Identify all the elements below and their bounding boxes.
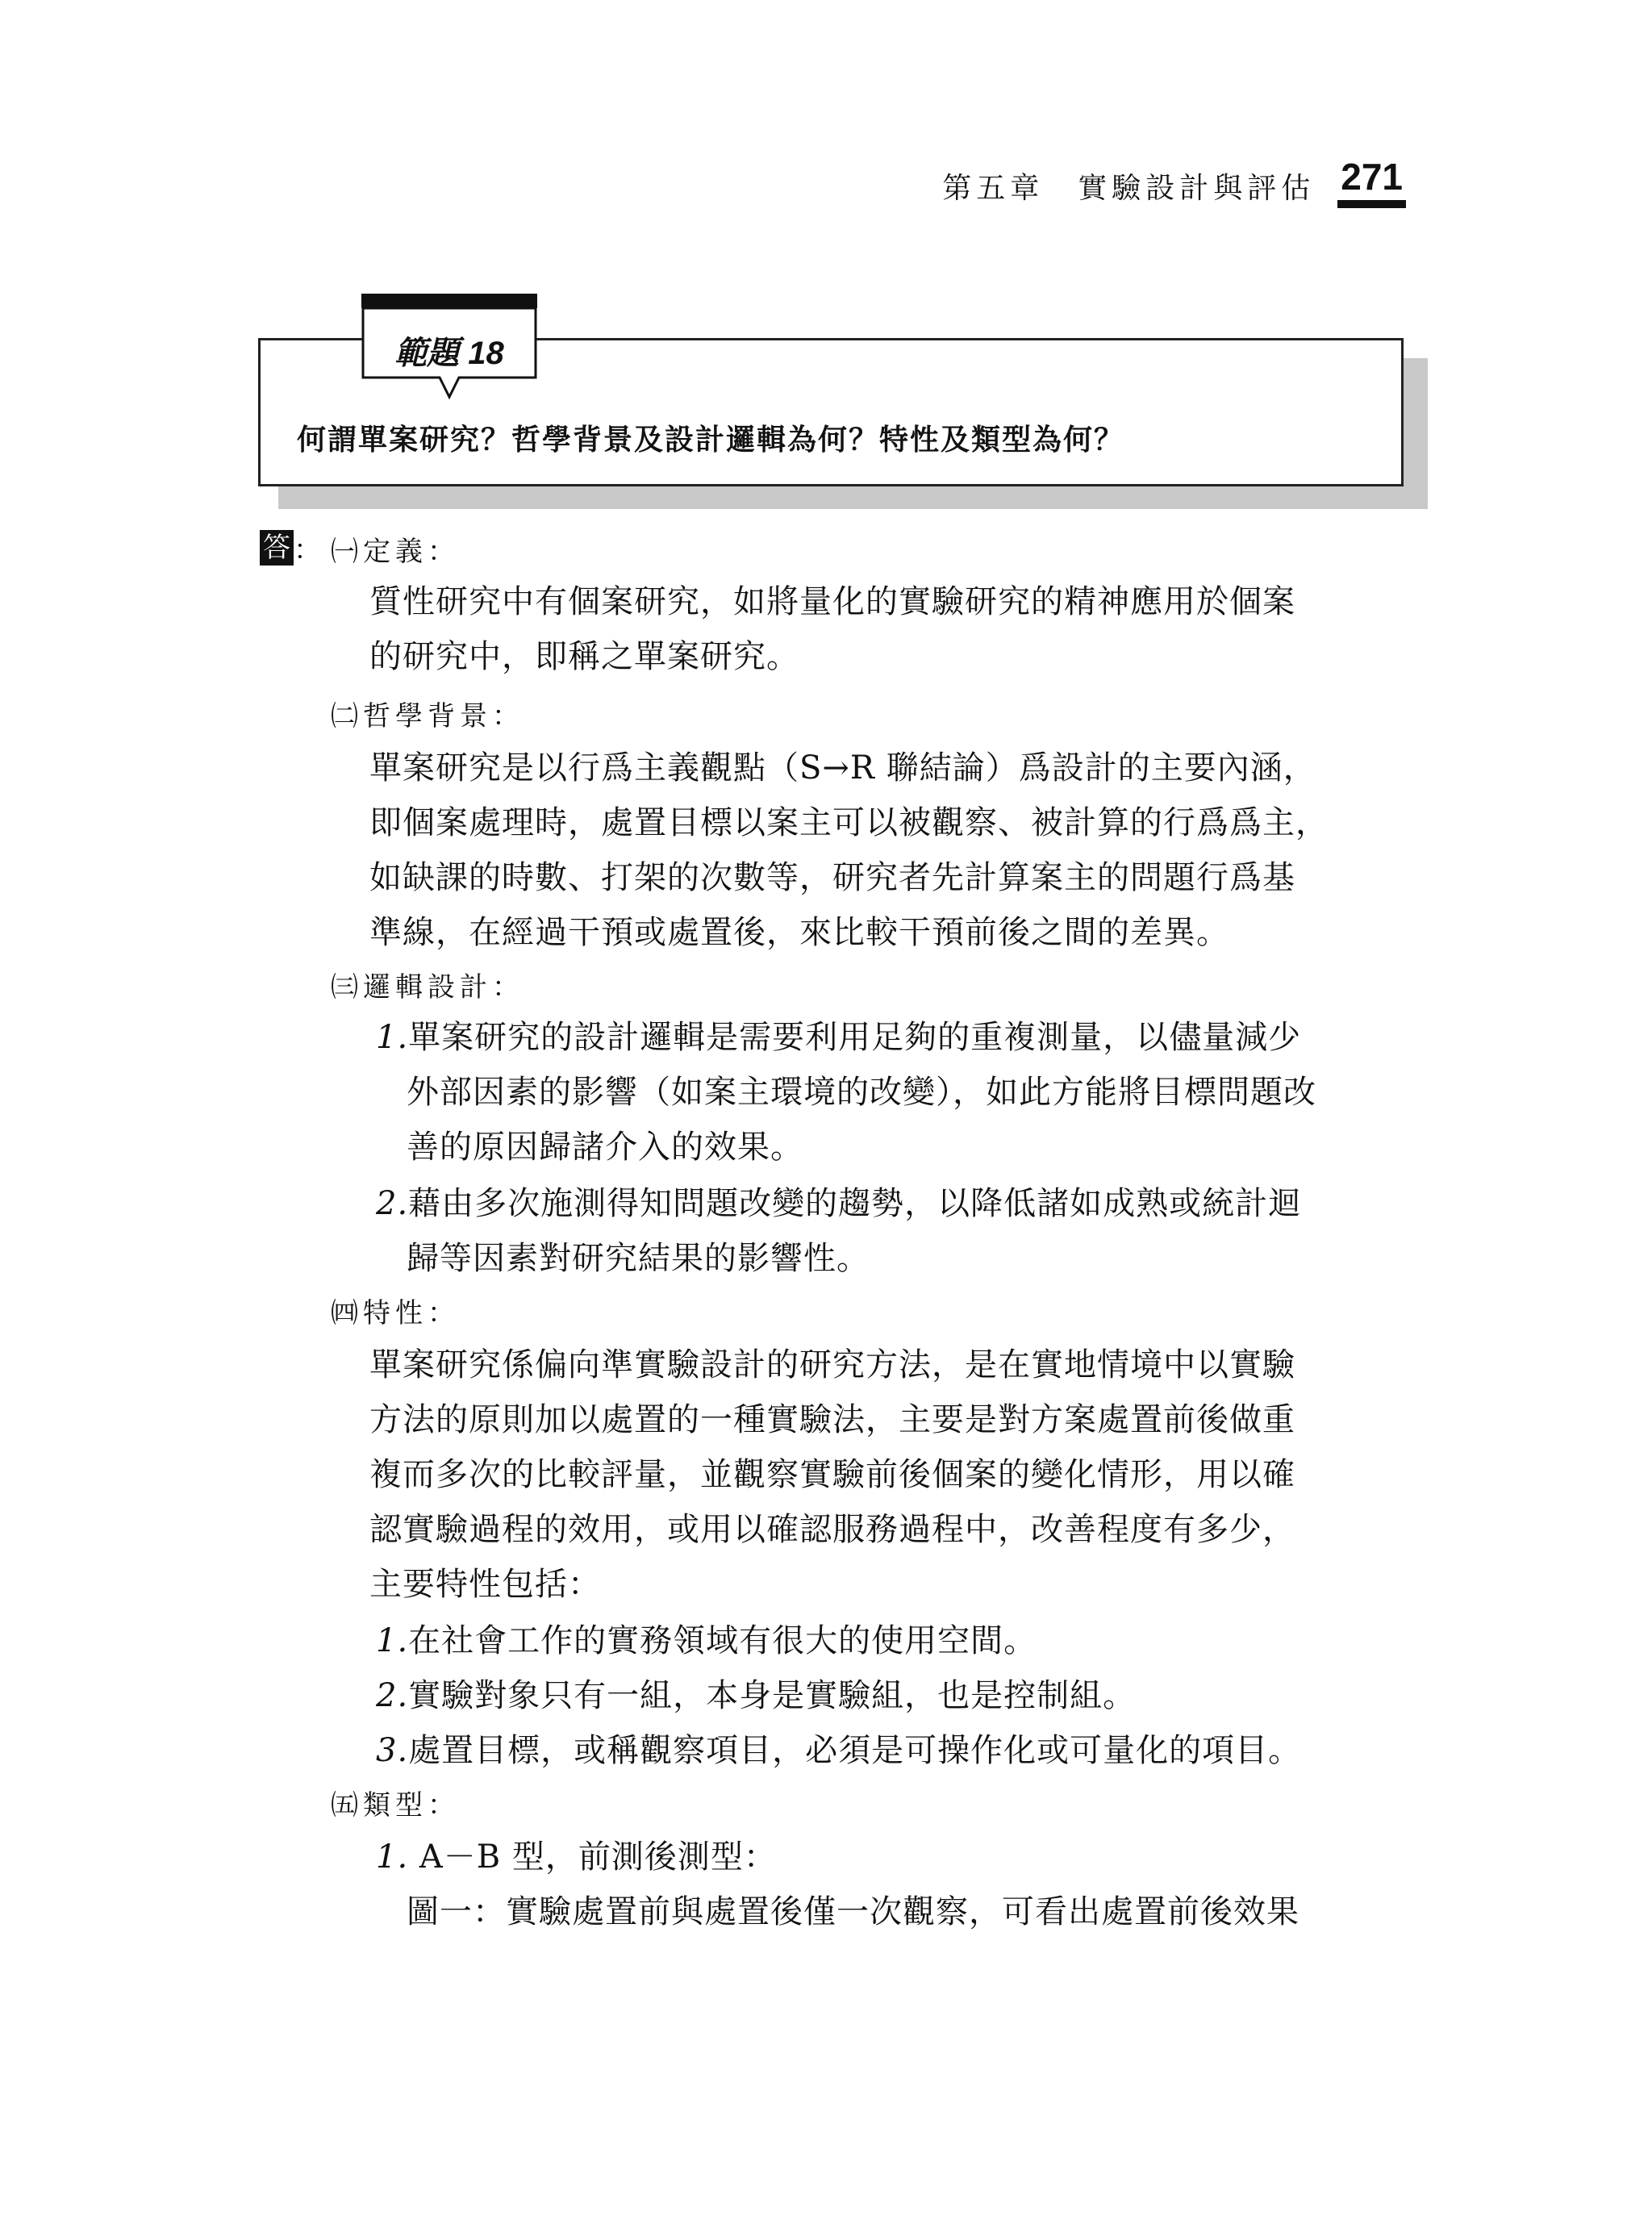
section-heading-philosophy: ㈡哲學背景： [331,700,524,732]
section-heading-logic: ㈢邏輯設計： [331,971,524,1004]
item-number: 3. [376,1732,409,1769]
text-line: 歸等因素對研究結果的影響性。 [407,1240,870,1277]
section-heading-characteristics: ㈣特性： [331,1297,460,1329]
item-number: 1. [376,1622,409,1659]
answer-marker [260,528,321,567]
section-heading-types: ㈤類型： [331,1789,460,1822]
text-line: 準線，在經過干預或處置後，來比較干預前後之間的差異。 [369,914,1229,951]
list-item [376,1176,1301,1286]
item-number: 1. [376,1838,409,1876]
text-line: 單案研究的設計邏輯是需要利用足夠的重複測量，以儘量減少 [408,1019,1302,1056]
text-line: 外部因素的影響（如案主環境的改變），如此方能將目標問題改 [407,1074,1316,1111]
chapter-title: 第五章 實驗設計與評估 [942,172,1316,205]
item-text: 處置目標，或稱觀察項目，必須是可操作化或可量化的項目。 [408,1732,1302,1769]
item-number: 2. [376,1677,409,1714]
figure-caption: 圖一：實驗處置前與處置後僅一次觀察，可看出處置前後效果 [407,1893,1299,1930]
text-line: 複而多次的比較評量，並觀察實驗前後個案的變化情形，用以確 [369,1456,1295,1493]
question-tag-label: 範題 18 [394,336,504,371]
question-text: 何謂單案研究？哲學背景及設計邏輯為何？特性及類型為何？ [297,424,1125,457]
text-line: 善的原因歸諸介入的效果。 [407,1129,803,1166]
section-heading-definition: ㈠定義： [331,536,460,568]
item-text: A－B 型，前測後測型： [419,1838,777,1876]
running-header [942,156,1406,208]
paragraph-philosophy [369,741,1418,960]
list-item [376,1668,1136,1723]
answer-colon: ： [294,534,321,566]
list-item [376,1723,1301,1778]
paragraph-characteristics [369,1338,1418,1612]
text-line: 如缺課的時數、打架的次數等，研究者先計算案主的問題行爲基 [369,859,1295,896]
text-line: 單案研究是以行爲主義觀點（S→R 聯結論）爲設計的主要內涵， [369,749,1316,787]
answer-label: 答 [260,530,294,566]
text-line: 的研究中，即稱之單案研究。 [369,638,799,675]
text-line: 即個案處理時，處置目標以案主可以被觀察、被計算的行爲爲主， [369,804,1329,841]
text-line: 方法的原則加以處置的一種實驗法，主要是對方案處置前後做重 [369,1401,1295,1438]
list-item [376,1613,1037,1668]
text-line: 認實驗過程的效用，或用以確認服務過程中，改善程度有多少， [369,1511,1295,1548]
item-number: 2. [376,1185,409,1222]
item-text: 在社會工作的實務領域有很大的使用空間。 [408,1622,1037,1659]
list-item [376,1830,777,1884]
text-line: 質性研究中有個案研究，如將量化的實驗研究的精神應用於個案 [369,583,1295,620]
text-line: 單案研究係偏向準實驗設計的研究方法，是在實地情境中以實驗 [369,1346,1295,1384]
text-line: 藉由多次施測得知問題改變的趨勢，以降低諸如成熟或統計迴 [408,1185,1302,1222]
page-number: 271 [1337,157,1406,208]
paragraph-definition [369,574,1418,684]
question-tag [361,294,537,402]
item-number: 1. [376,1019,409,1056]
item-text: 實驗對象只有一組，本身是實驗組，也是控制組。 [408,1677,1137,1714]
list-item [376,1010,1316,1175]
text-line: 主要特性包括： [369,1566,601,1603]
